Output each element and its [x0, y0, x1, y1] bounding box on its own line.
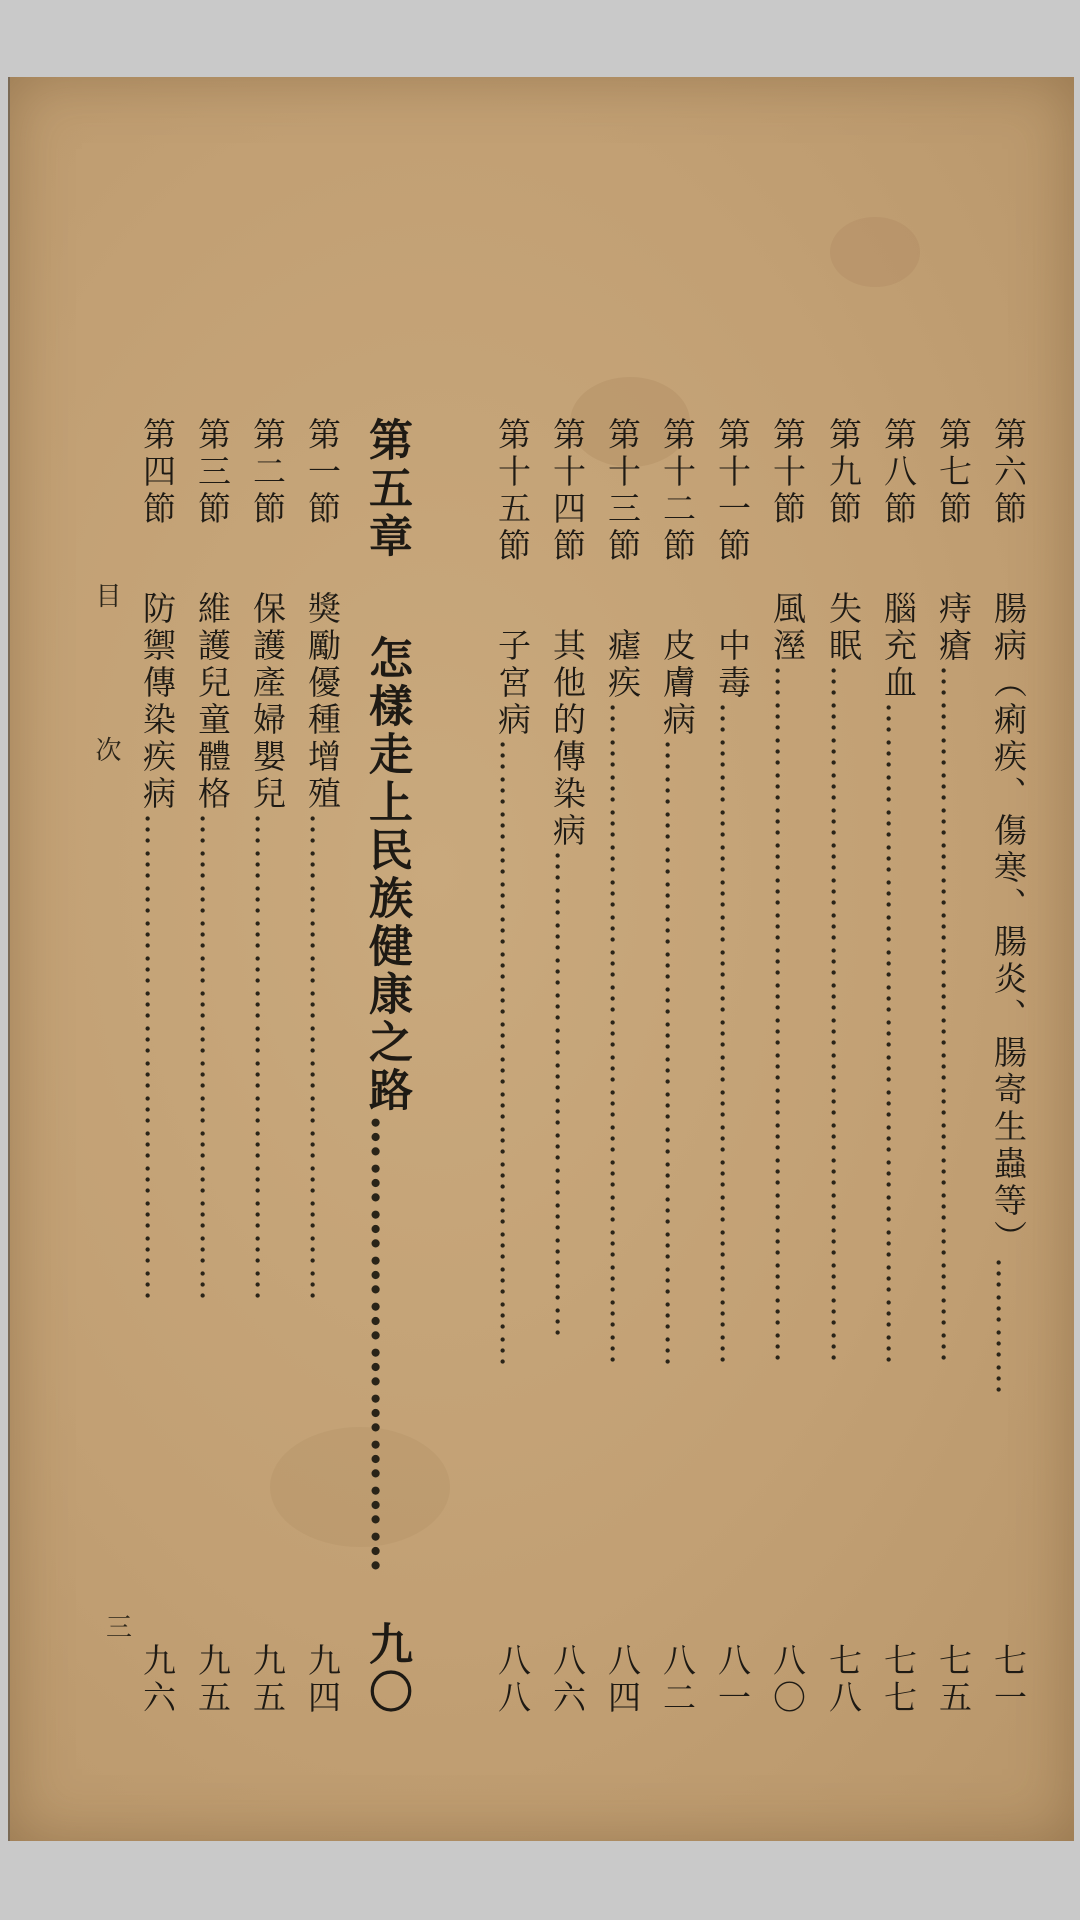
toc-entry-title: 保護產婦嬰兒 — [248, 591, 287, 813]
toc-entry-title: 其他的傳染病 — [548, 628, 587, 850]
toc-entry-label: 第十一節 — [713, 417, 752, 565]
toc-entry-sec7 — [928, 417, 978, 1717]
toc-entry-sec14 — [542, 417, 592, 1717]
toc-page-number: 八六 — [548, 1643, 587, 1717]
toc-entry-sec15 — [487, 417, 537, 1717]
toc-entry-label: 第十節 — [768, 417, 807, 528]
toc-dot-leader: …………………………………… — [138, 813, 177, 1303]
paper-stain — [830, 217, 920, 287]
toc-entry-title: 防禦傳染疾病 — [138, 591, 177, 813]
toc-entry-label: 第三節 — [193, 417, 232, 528]
toc-dot-leader: …………………………………………………… — [934, 665, 973, 1365]
toc-page-number: 九五 — [193, 1643, 232, 1717]
toc-page-number: 九六 — [138, 1643, 177, 1717]
toc-entry-c5s3 — [187, 417, 237, 1717]
toc-dot-leader: …………………………………… — [248, 813, 287, 1303]
toc-entry-title: 瘧疾 — [603, 628, 642, 702]
toc-entry-label: 第九節 — [824, 417, 863, 528]
toc-dot-leader: …………………………………………………… — [768, 665, 807, 1365]
toc-entry-title: 腦充血 — [879, 591, 918, 702]
toc-entry-c5s2 — [242, 417, 292, 1717]
toc-dot-leader: ……………………………………………… — [493, 739, 532, 1369]
toc-entry-sec12 — [652, 417, 702, 1717]
toc-page-number: 七一 — [989, 1643, 1028, 1717]
toc-dot-leader: …………………………………… — [193, 813, 232, 1303]
toc-dot-leader: ………………………… — [361, 1115, 412, 1575]
toc-entry-sec11 — [707, 417, 757, 1717]
toc-entry-label: 第五章 — [361, 417, 412, 561]
toc-entry-ch5 — [356, 417, 416, 1717]
table-of-contents — [10, 417, 1074, 1737]
scanned-page — [8, 77, 1074, 1841]
toc-entry-sec10 — [762, 417, 812, 1717]
toc-page-number: 八〇 — [768, 1643, 807, 1717]
toc-dot-leader: …………………………………… — [303, 813, 342, 1303]
toc-entry-label: 第十三節 — [603, 417, 642, 565]
toc-entry-title: 皮膚病 — [658, 628, 697, 739]
toc-entry-sec8 — [873, 417, 923, 1717]
toc-entry-title: 腸病（痢疾、傷寒、腸炎、腸寄生蟲等） — [989, 591, 1028, 1257]
toc-entry-label: 第十二節 — [658, 417, 697, 565]
toc-page-number: 九四 — [303, 1643, 342, 1717]
toc-dot-leader: ……………………………………………… — [658, 739, 697, 1369]
toc-entry-label: 第十四節 — [548, 417, 587, 565]
toc-dot-leader: ………………………………………………… — [603, 702, 642, 1367]
toc-entry-title: 怎樣走上民族健康之路 — [361, 635, 412, 1115]
toc-entry-sec13 — [597, 417, 647, 1717]
toc-entry-title: 子宮病 — [493, 628, 532, 739]
toc-entry-label: 第七節 — [934, 417, 973, 528]
toc-page-number: 八一 — [713, 1643, 752, 1717]
toc-entry-label: 第二節 — [248, 417, 287, 528]
toc-dot-leader: …………………………………………………… — [824, 665, 863, 1365]
toc-page-number: 八八 — [493, 1643, 532, 1717]
toc-entry-label: 第一節 — [303, 417, 342, 528]
toc-entry-c5s4 — [132, 417, 182, 1717]
toc-page-number: 七七 — [879, 1643, 918, 1717]
toc-entry-label: 第六節 — [989, 417, 1028, 528]
toc-entry-label: 第十五節 — [493, 417, 532, 565]
page-folio: 三 — [106, 1613, 133, 1643]
toc-dot-leader: …………………………………… — [548, 850, 587, 1340]
toc-dot-leader: ………………………………………………… — [713, 702, 752, 1367]
running-head: 目 次 — [91, 582, 121, 823]
toc-page-number: 八四 — [603, 1643, 642, 1717]
toc-entry-title: 痔瘡 — [934, 591, 973, 665]
toc-entry-title: 維護兒童體格 — [193, 591, 232, 813]
toc-entry-label: 第四節 — [138, 417, 177, 528]
toc-entry-title: 獎勵優種增殖 — [303, 591, 342, 813]
toc-entry-sec9 — [818, 417, 868, 1717]
toc-dot-leader: ………… — [989, 1257, 1028, 1397]
toc-page-number: 七五 — [934, 1643, 973, 1717]
toc-page-number: 七八 — [824, 1643, 863, 1717]
toc-entry-sec6 — [983, 417, 1033, 1717]
toc-entry-title: 中毒 — [713, 628, 752, 702]
toc-entry-c5s1 — [297, 417, 347, 1717]
toc-entry-title: 失眠 — [824, 591, 863, 665]
toc-dot-leader: ………………………………………………… — [879, 702, 918, 1367]
toc-entry-title: 風溼 — [768, 591, 807, 665]
toc-entry-label: 第八節 — [879, 417, 918, 528]
toc-page-number: 九〇 — [361, 1621, 412, 1717]
toc-page-number: 九五 — [248, 1643, 287, 1717]
toc-page-number: 八二 — [658, 1643, 697, 1717]
